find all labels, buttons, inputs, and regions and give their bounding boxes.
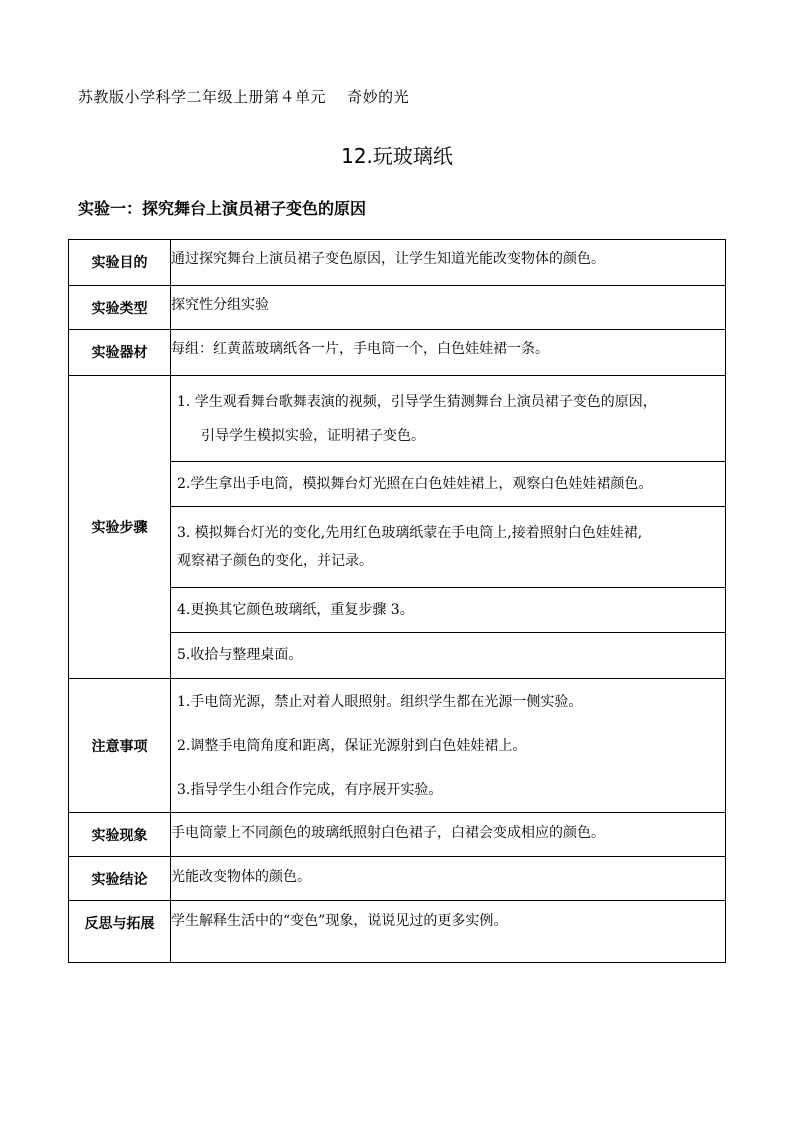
notes-cell [171, 679, 726, 813]
label-materials: 实验器材 [69, 330, 171, 376]
step-1-line-2: 引导学生模拟实验，证明裙子变色。 [201, 428, 425, 444]
experiment-table [68, 239, 726, 963]
label-phenomenon: 实验现象 [69, 813, 171, 857]
row-phenomenon [69, 813, 726, 857]
value-phenomenon: 手电筒蒙上不同颜色的玻璃纸照射白色裙子，白裙会变成相应的颜色。 [171, 813, 726, 857]
step-item [171, 633, 725, 677]
note-item: 3.指导学生小组合作完成，有序展开实验。 [177, 781, 443, 798]
steps-cell [171, 376, 726, 679]
step-4-line-1: 4.更换其它颜色玻璃纸，重复步骤 3。 [177, 602, 414, 618]
lesson-title: 12.玩玻璃纸 [341, 144, 453, 168]
row-type [69, 286, 726, 330]
step-1-line-1: 1. 学生观看舞台歌舞表演的视频，引导学生猜测舞台上演员裙子变色的原因， [177, 394, 657, 410]
series-header: 苏教版小学科学二年级上册第４单元 奇妙的光 [78, 88, 410, 106]
step-item [171, 588, 725, 633]
row-conclusion [69, 857, 726, 901]
step-item [171, 377, 725, 462]
step-item [171, 507, 725, 588]
step-5-line-1: 5.收拾与整理桌面。 [177, 647, 303, 663]
experiment-heading: 实验一：探究舞台上演员裙子变色的原因 [78, 199, 367, 218]
step-item [171, 462, 725, 507]
label-type: 实验类型 [69, 286, 171, 330]
value-conclusion: 光能改变物体的颜色。 [171, 857, 726, 901]
row-steps [69, 376, 726, 679]
label-steps: 实验步骤 [69, 376, 171, 679]
value-type: 探究性分组实验 [171, 286, 726, 330]
label-conclusion: 实验结论 [69, 857, 171, 901]
note-item: 1.手电筒光源，禁止对着人眼照射。组织学生都在光源一侧实验。 [177, 693, 583, 710]
value-materials: 每组：红黄蓝玻璃纸各一片，手电筒一个，白色娃娃裙一条。 [171, 330, 726, 376]
row-notes [69, 679, 726, 813]
step-2-line-1: 2.学生拿出手电筒，模拟舞台灯光照在白色娃娃裙上，观察白色娃娃裙颜色。 [177, 476, 653, 492]
row-reflection [69, 901, 726, 963]
step-3-line-2: 观察裙子颜色的变化，并记录。 [177, 553, 373, 569]
row-purpose [69, 240, 726, 286]
value-purpose: 通过探究舞台上演员裙子变色原因，让学生知道光能改变物体的颜色。 [171, 240, 726, 286]
value-reflection: 学生解释生活中的“变色”现象，说说见过的更多实例。 [171, 901, 726, 963]
note-item: 2.调整手电筒角度和距离，保证光源射到白色娃娃裙上。 [177, 737, 527, 754]
label-purpose: 实验目的 [69, 240, 171, 286]
label-reflection: 反思与拓展 [69, 901, 171, 963]
row-materials [69, 330, 726, 376]
step-3-line-1: 3. 模拟舞台灯光的变化,先用红色玻璃纸蒙在手电筒上,接着照射白色娃娃裙, [177, 525, 643, 541]
label-notes: 注意事项 [69, 679, 171, 813]
